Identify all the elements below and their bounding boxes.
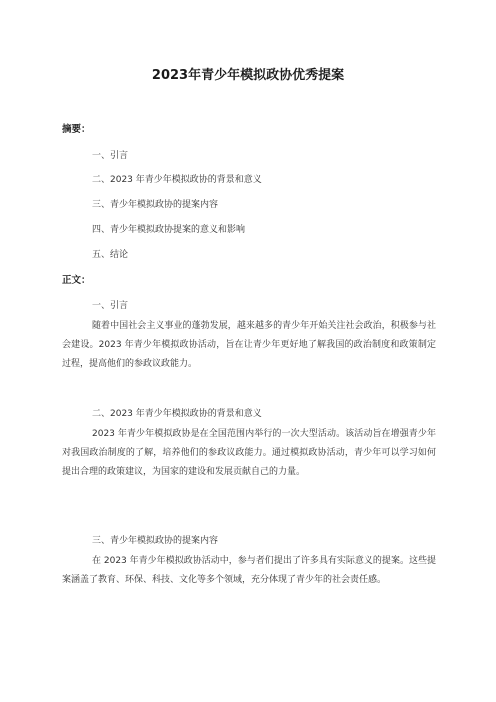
toc-item-4: 四、青少年模拟政协提案的意义和影响 [92, 225, 246, 235]
section-heading-3: 三、青少年模拟政协的提案内容 [92, 536, 219, 546]
section-paragraph-3: 在 2023 年青少年模拟政协活动中，参与者们提出了许多具有实际意义的提案。这些提案涵盖了教育、环保、科技、文化等多个领域，充分体现了青少年的社会责任感。 [62, 556, 436, 585]
toc-item-3: 三、青少年模拟政协的提案内容 [92, 200, 219, 210]
toc-item-2: 二、2023 年青少年模拟政协的背景和意义 [92, 175, 262, 185]
document-title: 2023年青少年模拟政协优秀提案 [151, 68, 345, 83]
section-heading-2: 二、2023 年青少年模拟政协的背景和意义 [92, 409, 262, 419]
section-paragraph-1: 随着中国社会主义事业的蓬勃发展，越来越多的青少年开始关注社会政治，积极参与社会建设。2023 年青少年模拟政协活动，旨在让青少年更好地了解我国的政治制度和政策制定过程，提高他们的参政议政能力。 [62, 321, 436, 369]
section-heading-1: 一、引言 [92, 301, 129, 311]
section-paragraph-2: 2023 年青少年模拟政协是在全国范围内举行的一次大型活动。该活动旨在增强青少年对我国政治制度的了解，培养他们的参政议政能力。通过模拟政协活动，青少年可以学习如何提出合理的政策建议，为国家的建设和发展贡献自己的力量。 [62, 429, 436, 477]
toc-item-5: 五、结论 [92, 250, 129, 260]
body-label: 正文： [62, 275, 91, 286]
toc-item-1: 一、引言 [92, 151, 129, 161]
abstract-label: 摘要： [62, 124, 91, 135]
